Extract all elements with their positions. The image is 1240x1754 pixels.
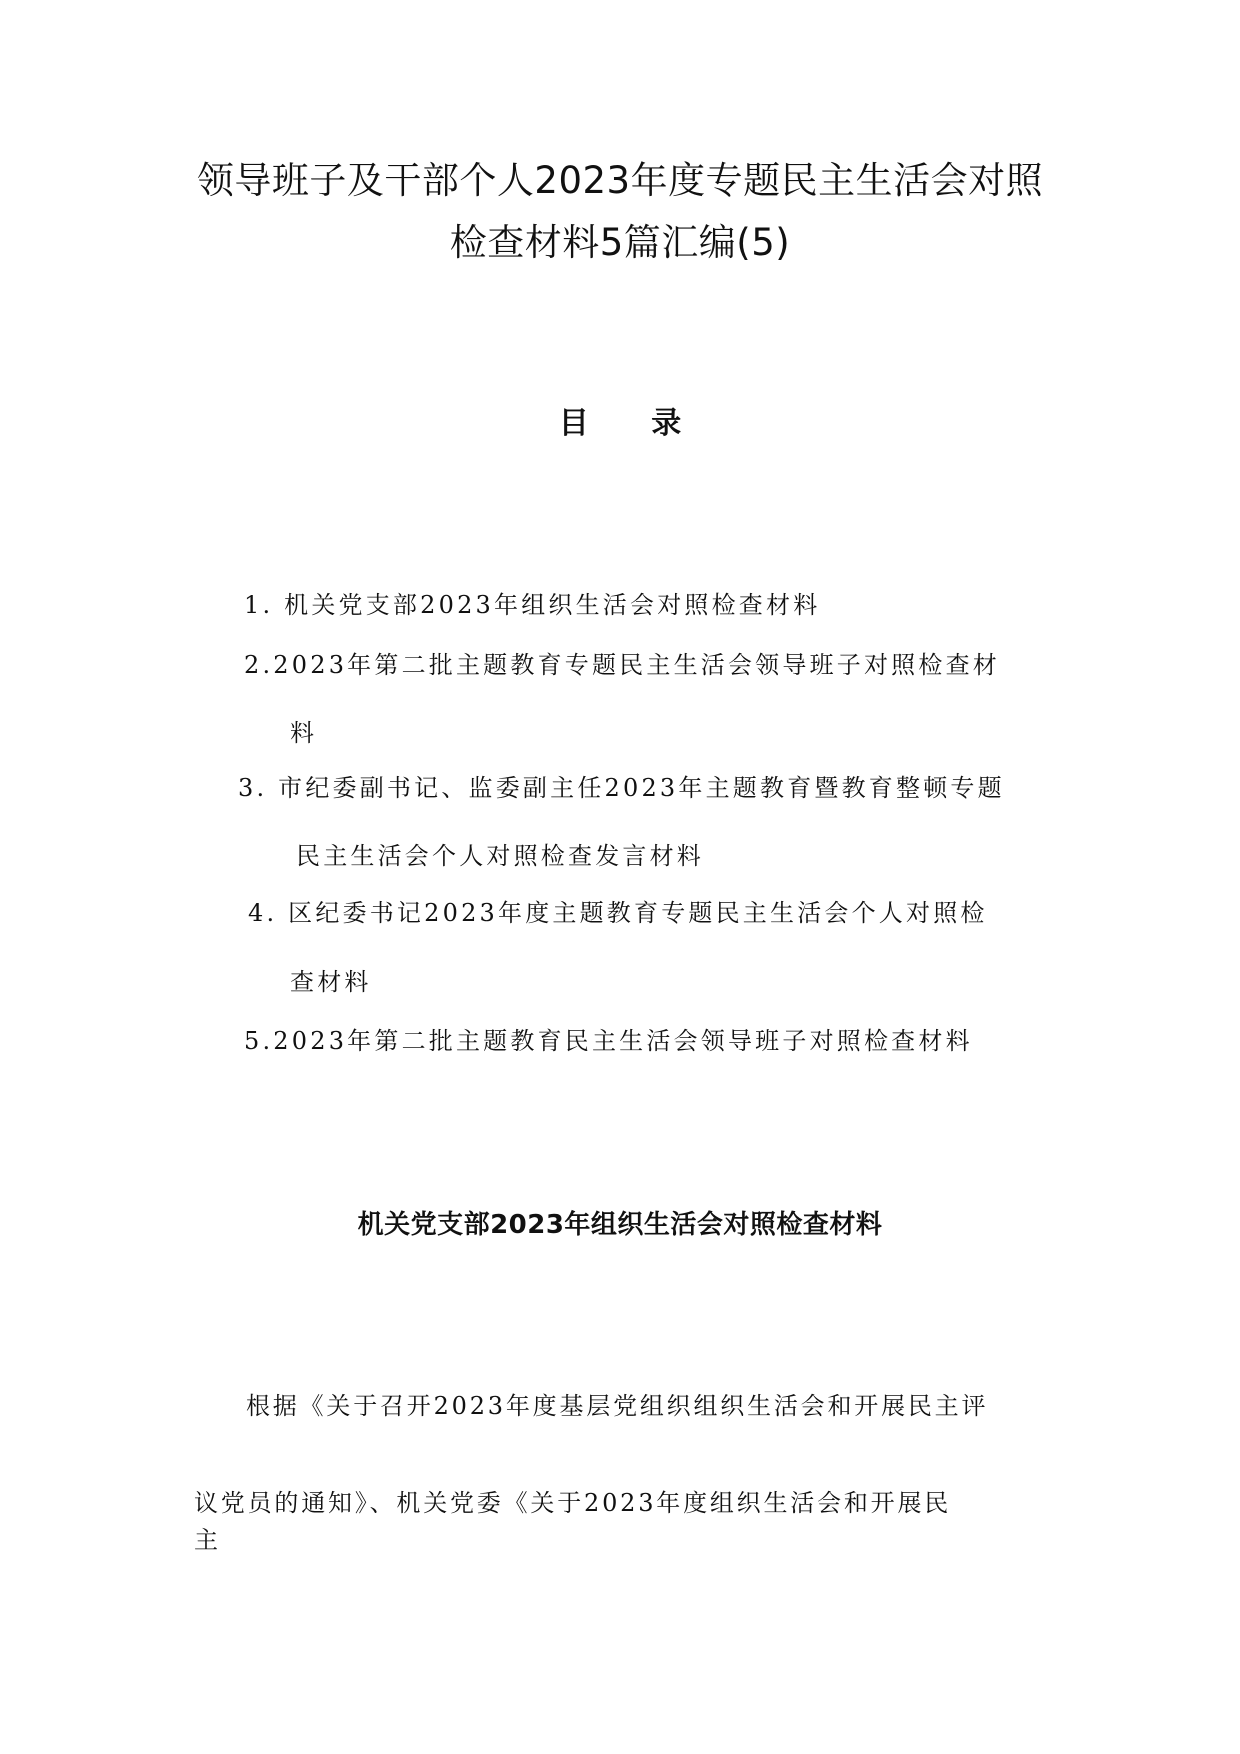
toc-item-4-continued: 查材料	[290, 968, 372, 996]
document-title-line-1: 领导班子及干部个人2023年度专题民主生活会对照	[196, 159, 1044, 202]
toc-item-4: 4. 区纪委书记2023年度主题教育专题民主生活会个人对照检	[248, 899, 988, 927]
toc-heading: 目 录	[558, 406, 708, 441]
document-title	[150, 150, 1090, 274]
body-paragraph-line-1: 根据《关于召开2023年度基层党组织组织生活会和开展民主评	[246, 1392, 989, 1420]
toc-item-3-continued: 民主生活会个人对照检查发言材料	[296, 842, 704, 870]
toc-item-5: 5.2023年第二批主题教育民主生活会领导班子对照检查材料	[244, 1027, 973, 1055]
body-paragraph-line-3: 主	[194, 1526, 221, 1554]
body-paragraph-line-2: 议党员的通知》、机关党委《关于2023年度组织生活会和开展民	[194, 1489, 952, 1517]
toc-item-2-continued: 料	[290, 719, 318, 747]
toc-item-3: 3. 市纪委副书记、监委副主任2023年主题教育暨教育整顿专题	[238, 774, 1005, 802]
toc-item-2: 2.2023年第二批主题教育专题民主生活会领导班子对照检查材	[244, 651, 1000, 679]
document-title-line-2: 检查材料5篇汇编(5)	[449, 221, 791, 264]
toc-item-1: 1. 机关党支部2023年组织生活会对照检查材料	[244, 591, 821, 619]
section-title: 机关党支部2023年组织生活会对照检查材料	[357, 1210, 883, 1240]
